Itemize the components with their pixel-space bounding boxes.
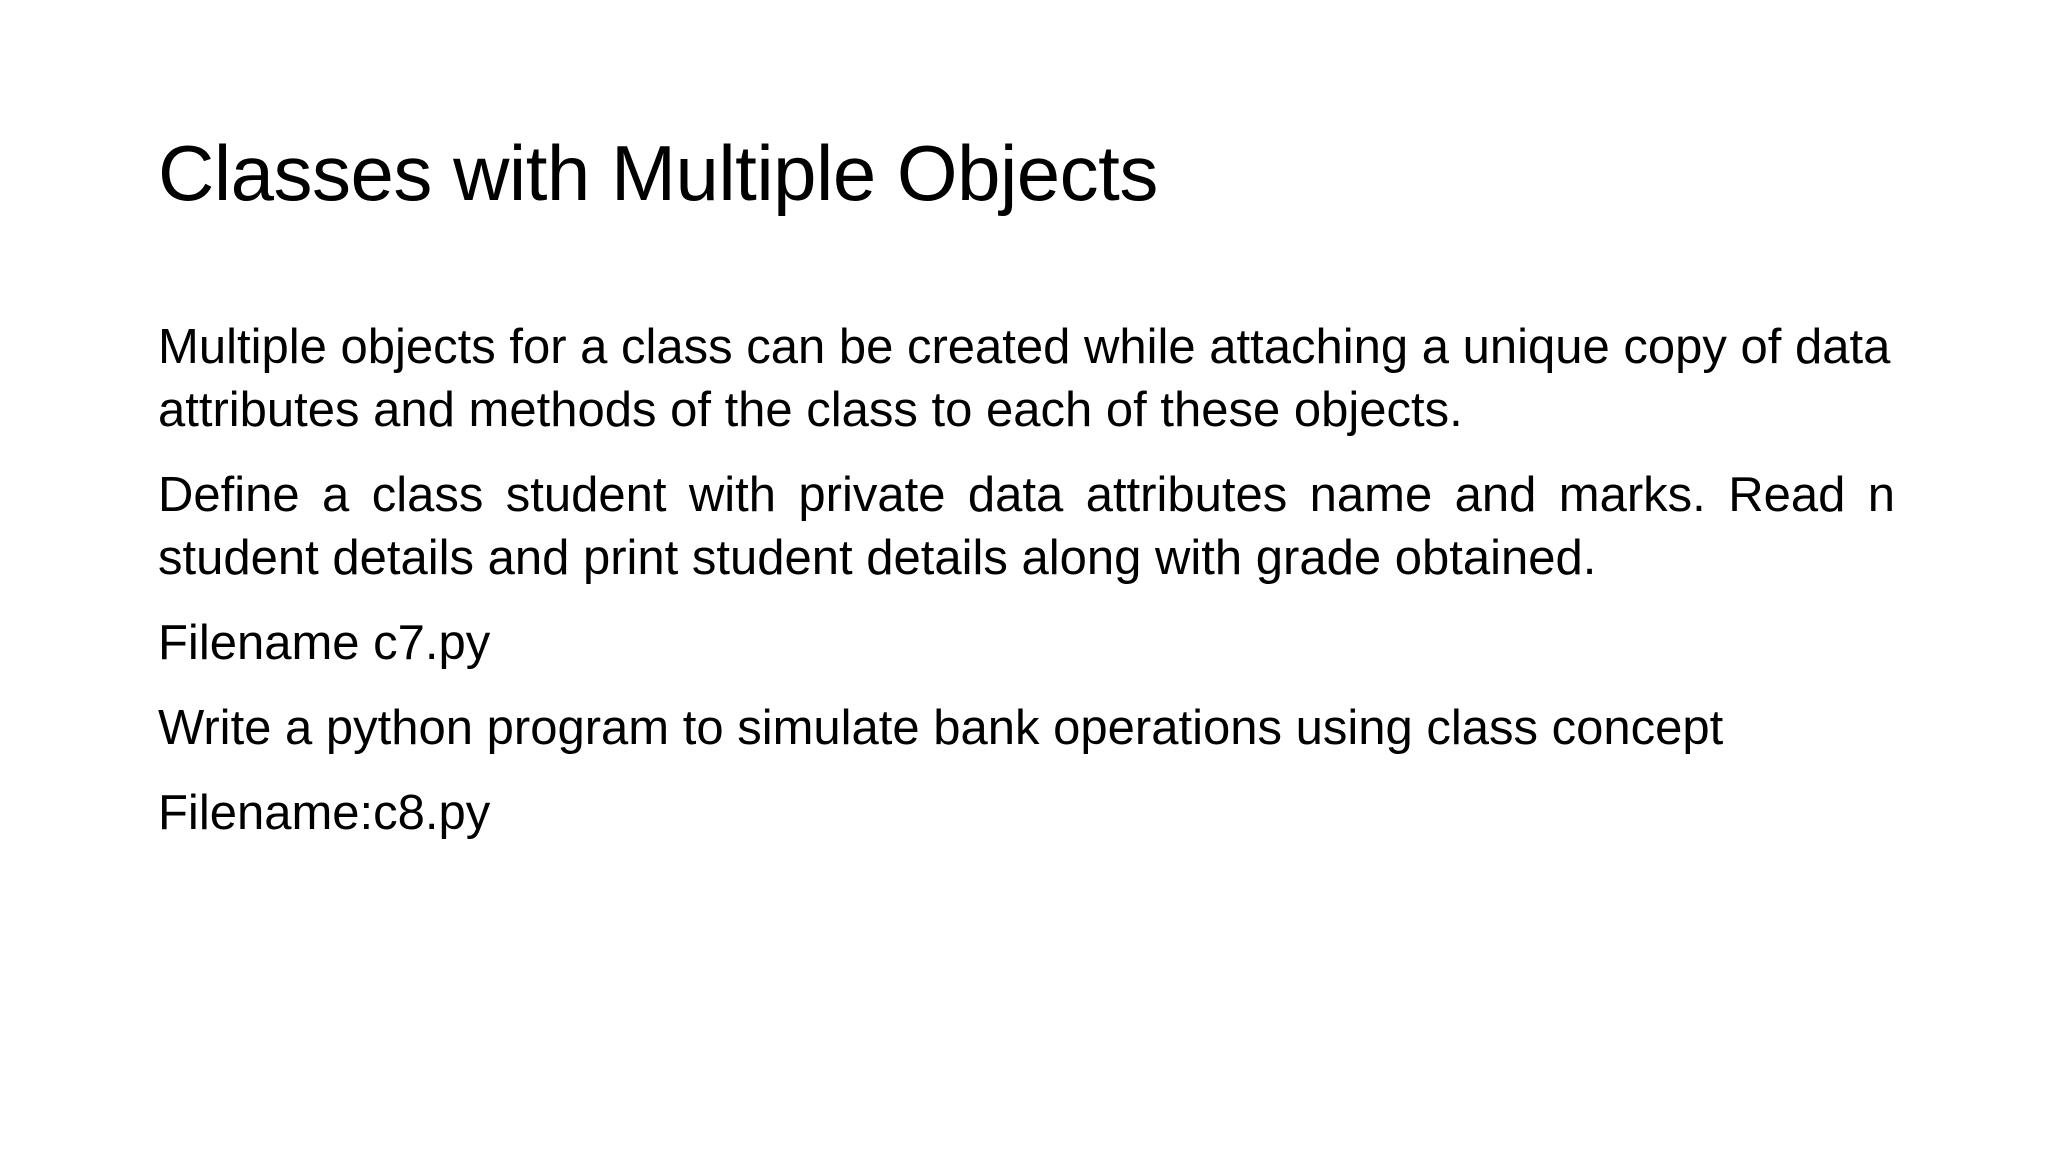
slide-body [158,316,1895,867]
paragraph-bank-operations-task: Write a python program to simulate bank operations using class concept [158,701,1724,755]
paragraph-filename-c7: Filename c7.py [158,616,491,670]
paragraph-filename-c8: Filename:c8.py [158,786,491,840]
paragraph-multiple-objects: Multiple objects for a class can be created while attaching a unique copy of data attributes and methods of the class to each of these objects. [158,320,1891,437]
paragraph-student-class-task: Define a class student with private data attributes name and marks. Read n student details and print student details along with grade obtained. [158,468,1895,585]
slide-title: Classes with Multiple Objects [158,129,1158,217]
